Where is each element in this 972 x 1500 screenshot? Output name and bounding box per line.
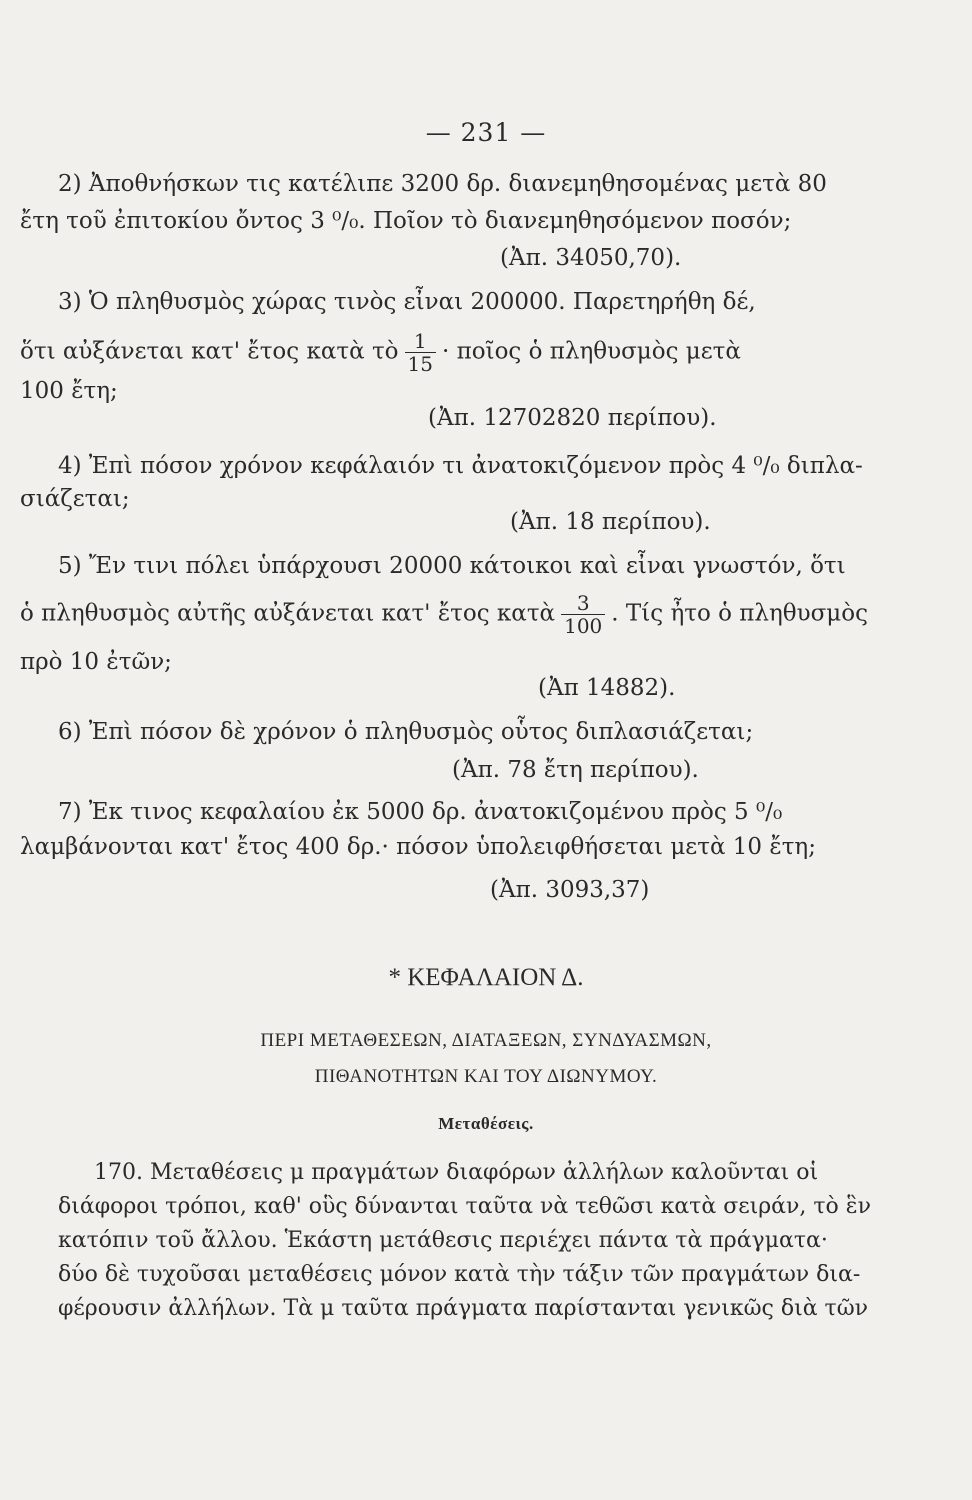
paragraph-line: κατόπιν τοῦ ἄλλου. Ἑκάστη μετάθεσις περιέχει πάντα τὰ πράγματα· (58, 1228, 828, 1253)
fraction-three-hundredths (561, 592, 605, 637)
problem-6-answer: (Ἀπ. 78 ἔτη περίπου). (452, 757, 699, 783)
problem-4-line-1: 4) Ἐπὶ πόσον χρόνον κεφάλαιόν τι ἀνατοκιζόμενον πρὸς 4 ⁰/₀ διπλα- (58, 453, 863, 479)
fraction-denominator: 15 (407, 352, 433, 376)
problem-2-answer: (Ἀπ. 34050,70). (500, 245, 682, 271)
page-number: — 231 — (425, 118, 547, 147)
problem-5-answer: (Ἀπ 14882). (538, 675, 676, 701)
paragraph-line: 170. Μεταθέσεις μ πραγμάτων διαφόρων ἀλλήλων καλοῦνται οἱ (94, 1160, 819, 1185)
problem-3-line-2-start: ὅτι αὐξάνεται κατ' ἔτος κατὰ τὸ (20, 338, 399, 365)
problem-5-line-2 (20, 592, 868, 637)
problem-5-line-1: 5) Ἔν τινι πόλει ὑπάρχουσι 20000 κάτοικοι καὶ εἶναι γνωστόν, ὅτι (58, 553, 846, 579)
problem-3-line-2-end: · ποῖος ὁ πληθυσμὸς μετὰ (441, 338, 741, 365)
chapter-title: * ΚΕΦΑΛΑΙΟΝ Δ. (388, 964, 584, 991)
fraction-numerator: 3 (561, 592, 605, 615)
paragraph-line: δύο δὲ τυχοῦσαι μεταθέσεις μόνον κατὰ τὴν τάξιν τῶν πραγμάτων δια- (58, 1262, 861, 1287)
paragraph-line: διάφοροι τρόποι, καθ' οὓς δύνανται ταῦτα νὰ τεθῶσι κατὰ σειράν, τὸ ἓν (58, 1194, 871, 1219)
fraction-numerator: 1 (405, 330, 436, 353)
chapter-subtitle-line-1: ΠΕΡΙ ΜΕΤΑΘΕΣΕΩΝ, ΔΙΑΤΑΞΕΩΝ, ΣΥΝΔΥΑΣΜΩΝ, (260, 1030, 712, 1051)
problem-7-line-1: 7) Ἐκ τινος κεφαλαίου ἐκ 5000 δρ. ἀνατοκιζομένου πρὸς 5 ⁰/₀ (58, 799, 783, 825)
fraction-denominator: 100 (564, 614, 603, 638)
problem-5-line-2-start: ὁ πληθυσμὸς αὐτῆς αὐξάνεται κατ' ἔτος κατὰ (20, 600, 556, 627)
paragraph-line: φέρουσιν ἀλλήλων. Τὰ μ ταῦτα πράγματα παρίστανται γενικῶς διὰ τῶν (58, 1296, 869, 1321)
problem-5-line-3: πρὸ 10 ἐτῶν; (20, 649, 172, 675)
problem-4-line-2: σιάζεται; (20, 486, 130, 512)
problem-4-answer: (Ἀπ. 18 περίπου). (510, 509, 711, 535)
section-heading: Μεταθέσεις. (438, 1114, 534, 1133)
paragraph-170 (58, 1156, 871, 1326)
problem-7-line-2: λαμβάνονται κατ' ἔτος 400 δρ.· πόσον ὑπολειφθήσεται μετὰ 10 ἔτη; (20, 834, 816, 860)
fraction-one-fifteenth (405, 330, 436, 375)
problem-3-line-1: 3) Ὁ πληθυσμὸς χώρας τινὸς εἶναι 200000. Παρετηρήθη δέ, (58, 289, 756, 315)
problem-3-answer: (Ἀπ. 12702820 περίπου). (428, 405, 717, 431)
problem-5-line-2-end: . Τίς ἦτο ὁ πληθυσμὸς (611, 600, 868, 627)
problem-6-line-1: 6) Ἐπὶ πόσον δὲ χρόνον ὁ πληθυσμὸς οὗτος διπλασιάζεται; (58, 719, 754, 745)
chapter-subtitle-line-2: ΠΙΘΑΝΟΤΗΤΩΝ ΚΑΙ ΤΟΥ ΔΙΩΝΥΜΟΥ. (314, 1066, 658, 1087)
problem-7-answer: (Ἀπ. 3093,37) (490, 877, 650, 903)
problem-2-line-1: 2) Ἀποθνήσκων τις κατέλιπε 3200 δρ. διανεμηθησομένας μετὰ 80 (58, 171, 827, 197)
problem-2-line-2: ἔτη τοῦ ἐπιτοκίου ὄντος 3 ⁰/₀. Ποῖον τὸ διανεμηθησόμενον ποσόν; (20, 208, 792, 234)
problem-3-line-2 (20, 330, 741, 375)
problem-3-line-3: 100 ἔτη; (20, 378, 118, 404)
